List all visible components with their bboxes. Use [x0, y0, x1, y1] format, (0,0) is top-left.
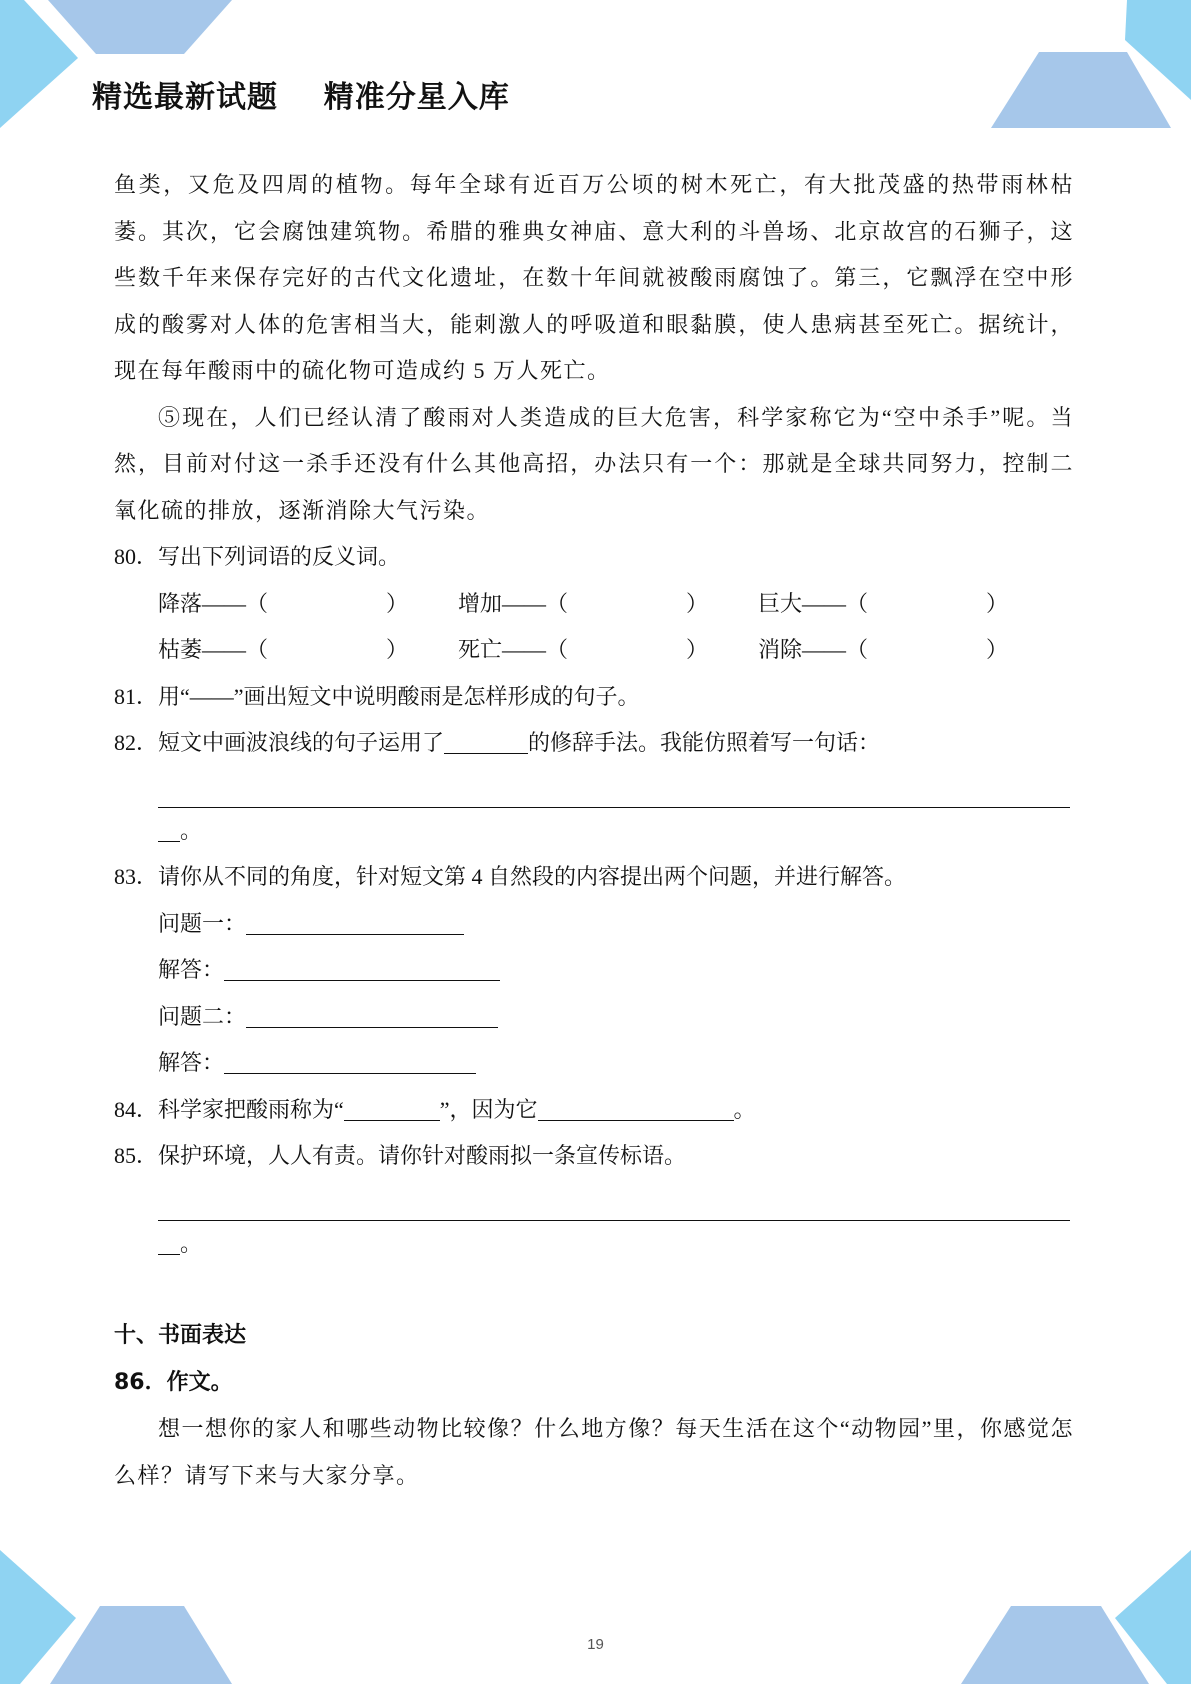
- question-84-stem: 84．科学家把酸雨称为“ ”，因为它 。: [114, 1096, 756, 1122]
- answer-blank[interactable]: [344, 1096, 440, 1121]
- antonym-item: 巨大——（ ）: [758, 590, 1009, 616]
- answer-line[interactable]: [158, 1180, 1070, 1221]
- exam-content: [114, 162, 1074, 1499]
- antonym-item: 枯萎——（ ）: [158, 637, 409, 662]
- antonym-row: [114, 627, 1074, 674]
- answer-one-line: 解答：: [114, 947, 1074, 994]
- antonym-item: 增加——（ ）: [458, 590, 709, 616]
- bottom-right-decoration: [931, 1544, 1191, 1684]
- section-title: 十、书面表达: [114, 1323, 247, 1348]
- antonym-item: 降落——（ ）: [158, 590, 409, 616]
- question-82-stem: 82．短文中画波浪线的句子运用了 的修辞手法。我能仿照着写一句话：: [114, 730, 881, 755]
- passage-paragraph: ⑤现在，人们已经认清了酸雨对人类造成的巨大危害，科学家称它为“空中杀手”呢。当然，目前对付这一杀手还没有什么其他高招，办法只有一个：那就是全球共同努力，控制二氧化硫的排放，逐渐消除大气污染。: [114, 404, 1074, 523]
- question-86-stem: 86．作文。: [114, 1369, 233, 1395]
- answer-blank[interactable]: [444, 729, 528, 754]
- answer-blank[interactable]: [224, 956, 500, 981]
- page-number: 19: [587, 1636, 604, 1653]
- antonym-item: 死亡——（ ）: [458, 637, 709, 662]
- answer-blank[interactable]: [538, 1096, 734, 1121]
- top-right-decoration: [931, 0, 1191, 130]
- bottom-left-decoration: [0, 1544, 240, 1684]
- question-one-line: 问题一：: [114, 901, 1074, 948]
- question-81-stem: 81．用“——”画出短文中说明酸雨是怎样形成的句子。: [114, 683, 640, 709]
- question-83-stem: 83．请你从不同的角度，针对短文第 4 自然段的内容提出两个问题，并进行解答。: [114, 864, 907, 889]
- answer-blank[interactable]: [246, 1003, 498, 1028]
- answer-line-end: 。: [114, 808, 1074, 855]
- antonym-item: 消除——（ ）: [758, 637, 1009, 662]
- answer-blank[interactable]: [246, 910, 464, 935]
- answer-line[interactable]: [158, 767, 1070, 808]
- answer-blank[interactable]: [224, 1049, 476, 1074]
- question-two-line: 问题二：: [114, 994, 1074, 1041]
- essay-prompt: 想一想你的家人和哪些动物比较像？什么地方像？每天生活在这个“动物园”里，你感觉怎么样？请写下来与大家分享。: [114, 1416, 1074, 1488]
- antonym-row: [114, 581, 1074, 628]
- passage-paragraph: 鱼类，又危及四周的植物。每年全球有近百万公顷的树木死亡，有大批茂盛的热带雨林枯萎。其次，它会腐蚀建筑物。希腊的雅典女神庙、意大利的斗兽场、北京故宫的石狮子，这些数千年来保存完好的古代文化遗址，在数十年间就被酸雨腐蚀了。第三，它飘浮在空中形成的酸雾对人体的危害相当大，能刺激人的呼吸道和眼黏膜，使人患病甚至死亡。据统计，现在每年酸雨中的硫化物可造成约 5 万人死亡。: [114, 172, 1074, 383]
- question-80-stem: 80．写出下列词语的反义词。: [114, 544, 401, 569]
- answer-line-end: 。: [114, 1221, 1074, 1268]
- page-header-title: 精选最新试题 精准分星入库: [92, 80, 510, 115]
- question-85-stem: 85．保护环境，人人有责。请你针对酸雨拟一条宣传标语。: [114, 1143, 687, 1168]
- answer-two-line: 解答：: [114, 1040, 1074, 1087]
